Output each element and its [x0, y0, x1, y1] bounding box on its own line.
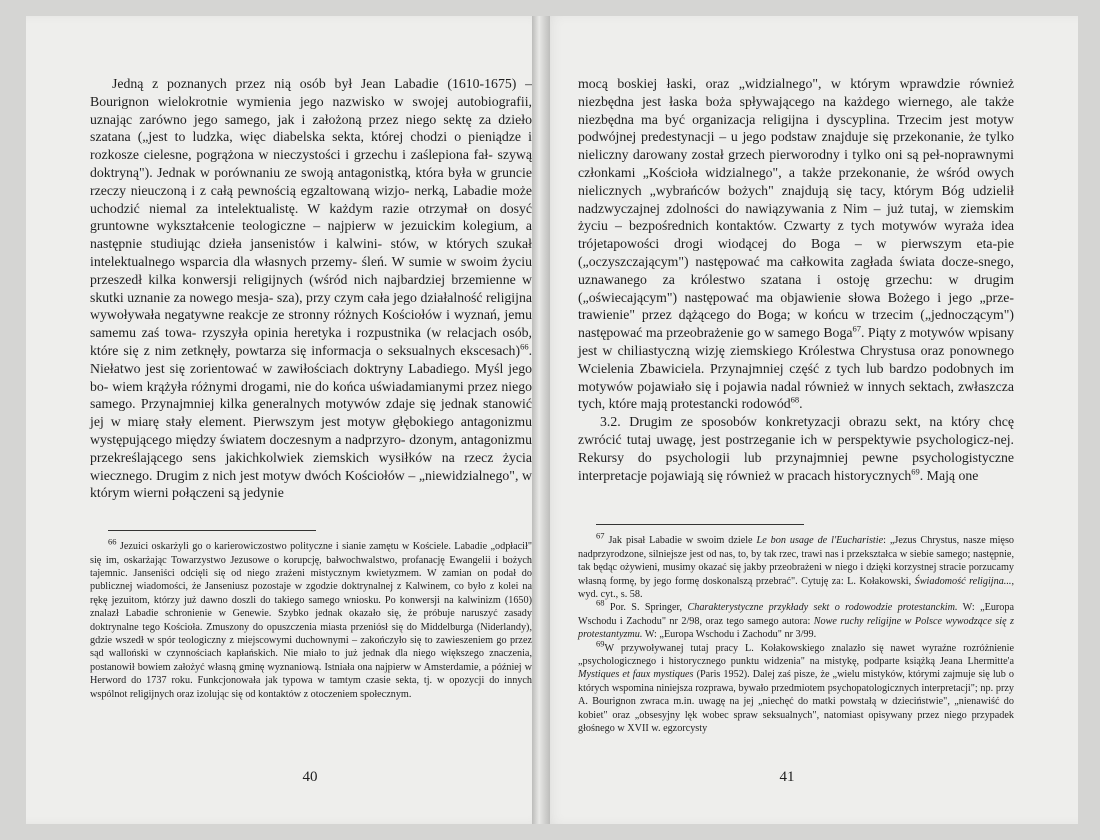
right-body-text — [578, 75, 1014, 484]
left-page — [26, 16, 554, 824]
book-gutter — [532, 16, 550, 824]
footnote-69: $^{69}$W przywoływanej tutaj pracy L. Kołakowskiego znalazło się nawet wyraźne rozróżnienie „psychologicznego i historycznego punktu widzenia" na mistykę, podparte książką Jeana Lhermitte'a Mystiques et faux mystiques (Paris 1952). Dalej zaś pisze, że „wielu mistyków, którymi zajmuje się lub o których wspomina niniejsza rozprawa, bywało przedmiotem psychopatologicznych interpretacji"; np. przy A. Bourignon zwraca m.in. uwagę na jej „niechęć do matki powstałą w dzieciństwie", „nienawiść do kobiet" oraz „obsesyjny lęk wobec spraw seksualnych", natomiast opisywany przez niego przypadek głośnego w XVII w. egzorcysty — [578, 638, 1014, 735]
footnote-ref-67[interactable]: 67 — [852, 323, 861, 334]
footnote-67: $^{67}$ Jak pisał Labadie w swoim dziele Le bon usage de l'Eucharistie: „Jezus Chrystus, nasze mięso nadprzyrodzone, silniejsze jest od nas, to, by tak rzec, trawi nas i przekształca w siebie samego; następnie, tak będąc ożywieni, musimy okazać się jakby przeobrażeni w niego i dzięki korzystnej stracie porzucamy własną formę, by jego formę doskonalszą przebrać". Cytuję za: L. Kołakowski, Świadomość religijna..., wyd. cyt., s. 58. — [578, 530, 1014, 600]
footnotes-left — [90, 536, 532, 701]
right-page — [540, 16, 1078, 824]
paragraph-1: mocą boskiej łaski, oraz „widzialnego", w którym wprawdzie również niezbędna jest łaska boża spływającego na każdego wiernego, ale także niezbędna ma być organizacja religijna i dyscyplina. Trzecim jest motyw podwójnej predestynacji – u jego podstaw znajduje się przekonanie, że tylko nieliczny darowany został grzech pierworodny i tylko oni są peł-noprawnymi członkami „Kościoła widzialnego", a także przekonanie, że wśród owych nielicznych „wybrańców bożych" znajdują się tacy, którym Bóg udzielił nadzwyczajnej zdolności do nawiązywania z Nim – już tutaj, w ziemskim życiu – bezpośrednich kontaktów. Czwarty z tych motywów wyraża idea trójetapowości drogi wiodącej do Boga – w pierwszym eta-pie („oczyszczającym") następować ma całkowita zagłada świata docze-snego, uznawanego za królestwo szatana i ostoję grzechu: w drugim („oświecającym") następować ma objawienie słowa Bożego i jego „prze-trawienie" przez dążącego do Boga; w końcu w trzecim („jednoczącym") następować ma przeobrażenie go w samego Boga$^{67}$. Piąty z motywów wpisany jest w chiliastyczną wizję ziemskiego Królestwa Chrystusa oraz ponownego Wcielenia Zbawiciela. Przynajmniej część z tych lub bardzo podobnych im motywów pojawiało się i pojawia nadal również w innych sektach, zwłaszcza tych, które mają protestancki rodowód$^{68}$. — [578, 76, 1015, 412]
footnote-66: $^{66}$ Jezuici oskarżyli go o karierowiczostwo polityczne i sianie zamętu w Kościele. Labadie „odpłacił" się im, oskarżając Towarzystwo Jezusowe o korupcję, bałwochwalstwo, profanację Ewangelii i bożych tajemnic. Janseniści odcięli się od niego zrażeni mistycznym kwietyzmem. W zamian on podał do publicznej wiadomości, że Janseniusz pozostaje w zgodzie doktrynalnej z Kalwinem, co było z kolei na rękę jezuitom, którzy już dawno doszli do takiego samego wniosku. Po konwersji na kalwinizm (1650) znalazł Labadie schronienie w Genewie. Szybko jednak okazało się, że próbuje naruszyć zasady doktrynalne tego Kościoła. Zmuszony do opuszczenia miasta przeniósł się do Middelburga (Niderlandy), gdzie wszedł w spór teologiczny z miejscowymi duchownymi – zakończyło się to zawieszeniem go przez sąd walloński w czynnościach kapłańskich. Nie miało to już jednak dla niego większego znaczenia, postanowił bowiem założyć własną gminę wyznaniową. Istniała ona najpierw w Amsterdamie, a później w Herword do 1737 roku. Funkcjonowała jak typowa w tamtym czasie sekta, tj. w opozycji do innych wspólnot religijnych oraz izolując się od kontaktów z otoczeniem społecznym. — [90, 536, 532, 700]
page-number-left: 40 — [302, 769, 318, 785]
footnote-68: $^{68}$ Por. S. Springer, Charakterystyczne przykłady sekt o rodowodzie protestanckim. W: „Europa Wschodu i Zachodu" nr 2/98, oraz tego samego autora: Nowe ruchy religijne w Polsce wywodzące się z protestantyzmu. W: „Europa Wschodu i Zachodu" nr 3/99. — [578, 597, 1015, 641]
book-spread — [26, 16, 1078, 824]
page-number-right: 41 — [779, 769, 795, 785]
left-body-text: Jedną z poznanych przez nią osób był Jean Labadie (1610-1675) – Bourignon wielokrotnie wymienia jego nazwisko w swojej autobiografii, uznając zarówno jego samego, jak i założoną przez niego sektę za dzieło szatana („jest to ludzka, więc diabelska sekta, której chodzi o pieniądze i rozkosze cielesne, pogrążona w nieczystości i grzechu i zaślepiona fał- szywą doktryną"). Jednak w porównaniu ze swoją antagonistką, która była w gruncie rzeczy nieuczoną i z całą pewnością egzaltowaną wizjo- nerką, Labadie może uchodzić niemal za intelektualistę. W każdym razie otrzymał on dosyć gruntowne wykształcenie teologiczne – najpierw w jezuickim kolegium, a następnie studiując dzieła jansenistów i kalwini- stów, w których szukał intelektualnego wsparcia dla własnych przemy- śleń. W sumie w swoim życiu przeszedł kilka konwersji religijnych (wśród nich najbardziej brzemienne w skutki uznanie za nowego mesja- sza), przy czym cała jego działalność religijna wywoływała negatywne reakcje ze stronny różnych Kościołów i wyznań, jemu samemu zaś towa- rzyszyła opinia heretyka i rozpustnika (w relacjach osób, które się z nim zetknęły, powtarza się informacja o seksualnych ekscesach)$^{66}$. Niełatwo jest się zorientować w zawiłościach doktryny Labadiego. Myśl jego bo- wiem krążyła różnymi drogami, nie do końca uświadamianymi przez niego samego. Przynajmniej kilka generalnych motywów zdaje się jednak stanowić jej w miarę stały element. Pierwszym jest motyw głębokiego antagonizmu występującego między światem doczesnym a nadprzyro- dzonym, antagonizmu przekreślającego sens jakichkolwiek ziemskich wysiłków na rzecz życia wiecznego. Drugim z nich jest motyw dwóch Kościołów – „niewidzialnego", w którym wierni połączeni są jedynie — [90, 76, 533, 501]
footnote-ref-68[interactable]: 68 — [790, 394, 800, 405]
footnotes-right — [578, 530, 1015, 735]
paragraph-2: 3.2. Drugim ze sposobów konkretyzacji obrazu sekt, na który chcę zwrócić tutaj uwagę, jest postrzeganie ich w perspektywie psychologicz-nej. Rekursy do psychologii lub przynajmniej pewne psychologistyczne interpretacje pojawiają się również w pracach historycznych$^{69}$. Mają one — [578, 414, 1014, 483]
footnote-ref-69[interactable]: 69 — [911, 465, 920, 476]
footnote-rule — [108, 530, 316, 531]
footnote-rule — [596, 524, 804, 525]
footnote-ref-66[interactable]: 66 — [520, 341, 529, 352]
